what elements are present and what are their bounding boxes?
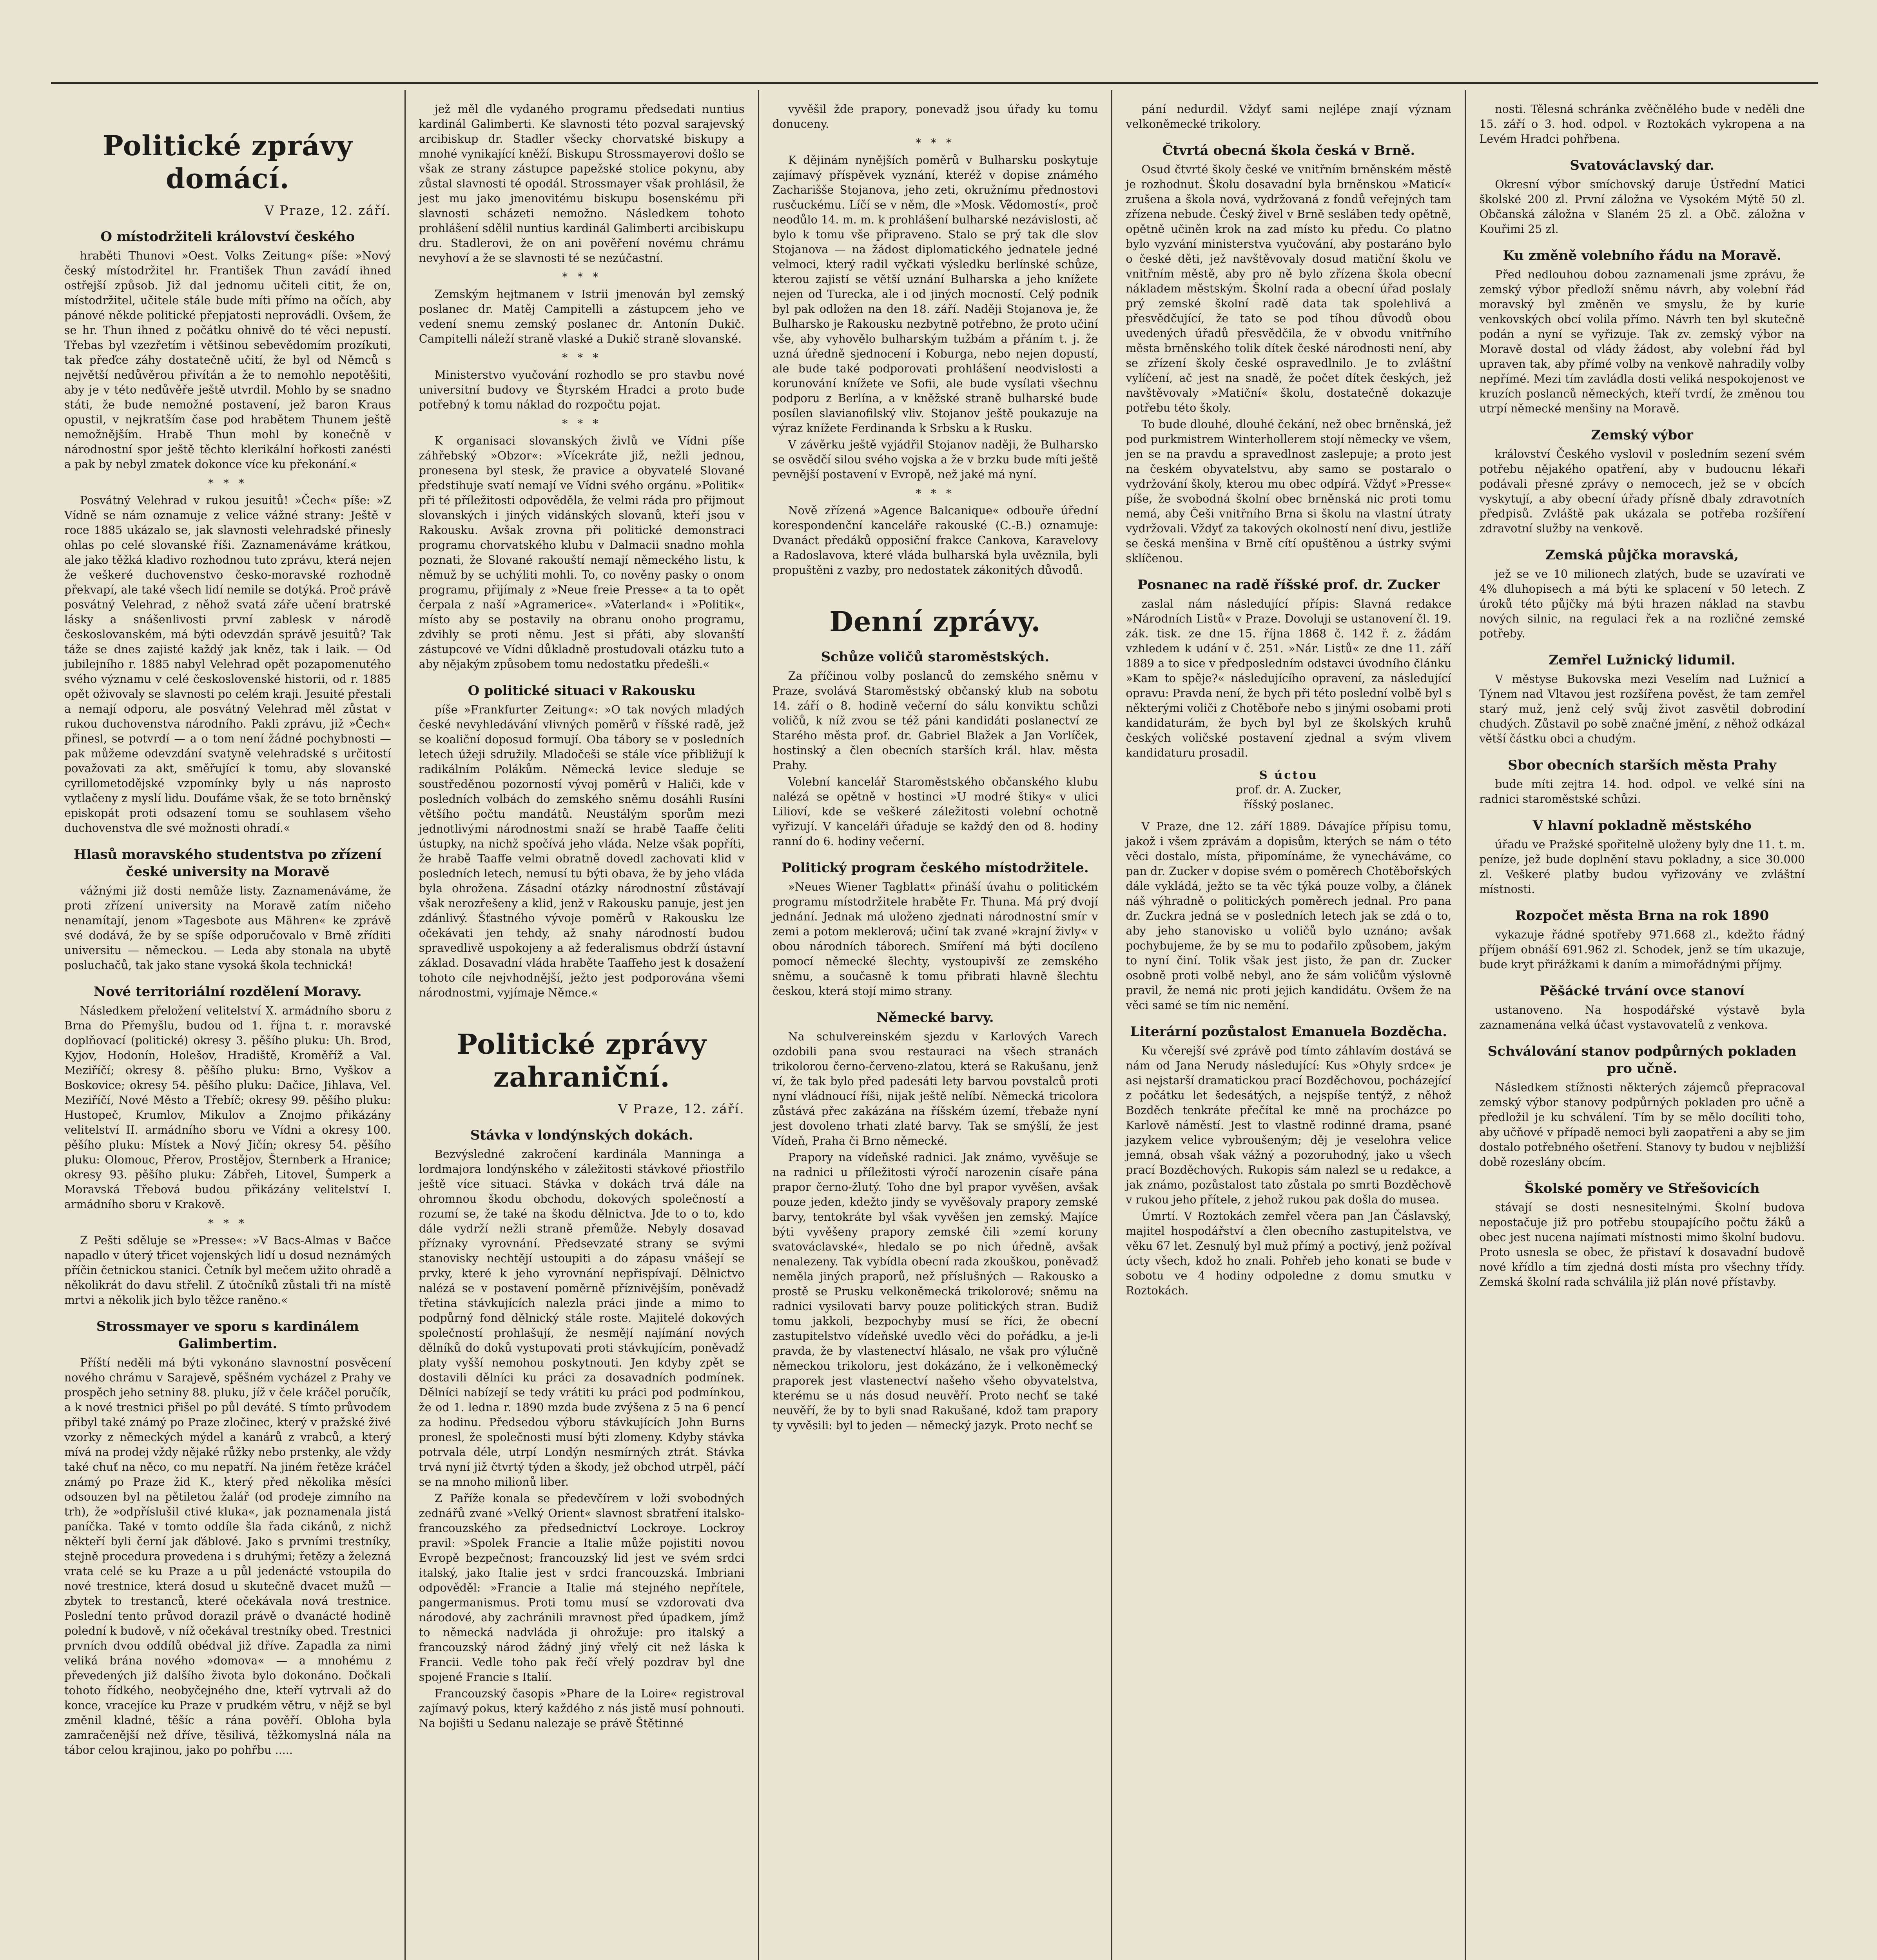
article-text: království Českého vyslovil v posledním sezení svém potřebu nějakého opatření, aby v budoucnu lékaři podávali přesné zprávy o nemocech, jež se v obcích vyskytují, a aby obecní úřady přísně dbaly zdravotních předpisů. Zvláště pak ukázala se potřeba rozšíření zdravotní služby na venkově.: [1479, 448, 1805, 535]
article-text: Před nedlouhou dobou zaznamenali jsme zprávu, že zemský výbor předloží sněmu návrh, aby volební řád moravský byl změněn ve smyslu, že by kurie venkovských obcí volila přímo. Návrh ten byl skutečně podán a nyní se vyřizuje. Tak zv. zemský výbor na Moravě dostal od vlády žádost, aby volební řád byl upraven tak, aby přímé volby na venkově nahradily volby nepřímé. Mezi tím zavládla dosti veliká nespokojenost ve kruzích poslanců německých, kteří tvrdí, že změnou tou utrpí německé menšiny na Moravě.: [1479, 268, 1805, 415]
article-text: Prapory na vídeňské radnici. Jak známo, vyvěšuje se na radnici u příležitosti výročí narozenin císaře pána prapor černo-žlutý. Toho dne byl prapor vyvěšen, avšak pouze jeden, kdežto jindy se vyvěšovaly prapory zemské barvy, tentokráte byl však vyvěšen jen zemský. Majíce býti vyvěšeny prapory zemské čili »zemí koruny svatováclavské«, hledalo se po nich úředně, avšak nenalezeny. Tak vybídla obecní rada zkouškou, poněvadž neměla jiných praporů, než příslušných — Rakousko a prostě se Prusku velkoněmecká trikolorové; sněmu na radnici vysilovati barvy pouze politických stran. Budiž tomu jakkoli, bezpochyby musí se říci, že obecní zastupitelstvo vídeňské uvedlo věci do pořádku, a je-li pravda, že by vlastenectví hlásalo, ne však pro výlučně německou trikoloru, jest dokázáno, že i velkoněmecký praporek jest vlastenectví našeho všeho obyvatelstva, kterému se u nás dosud neuvěří. Proto nechť se také neuvěří, že by to byli snad Rakušané, kdož tam prapory ty vyvěsili: byl to jeden — německý jazyk. Proto nechť se: [772, 1151, 1098, 1432]
article-text: V Praze, dne 12. září 1889. Dávajíce přípisu tomu, jakož i všem zprávám a dopisům, kterých se nám o této věci dostalo, místa, připomínáme, že vynecháváme, co pan dr. Zucker v dopise svém o poměrech Chotěbořských dále vykládá, ježto se ta věc týká pouze volby, a článek náš výhradně o politických poměrech jednal. Pro pana dr. Zuckra jedná se v posledních letech jak se zdá o to, aby jeho stanovisko u voličů bylo uznáno; avšak pochybujeme, že by se mu to podařilo způsobem, jakým to nyní činí. Tolik však jest jisto, že pan dr. Zucker osobně proti volbě nebyl, ano že sám voličům výslovně pravil, že nemá nic proti jejich kandidátu. Ovšem že na věci samé se tím nic nemění.: [1126, 820, 1452, 1012]
separator: * * *: [916, 487, 955, 500]
separator: * * *: [562, 417, 602, 430]
article-text: Ministerstvo vyučování rozhodlo se pro stavbu nové universitní budovy ve Štyrském Hradci a proto bude potřebný k tomu náklad do rozpočtu pojat.: [419, 368, 745, 411]
article-heading: Schůze voličů staroměstských.: [821, 649, 1050, 665]
column-5: [1465, 90, 1818, 1960]
article-text: jež měl dle vydaného programu předsedati nuntius kardinál Galimberti. Ke slavnosti této pozval sarajevský arcibiskup dr. Stadler všecky chorvatské biskupy a mnohé vynikající kněží. Biskupu Strossmayerovi došlo se však ze strany zástupce papežské stolice pokynu, aby zůstal slavnosti té opodál. Strossmayer však prohlásil, že jest mu jako jmenovitému biskupu bosenskému při slavnosti scházeti nemožno. Následkem tohoto prohlášení sdělil nuntius kardinál Galimberti arcibiskupu dru. Stadlerovi, že on ani pověření novému chrámu nevyhoví a že se slavnosti té se nezúčastní.: [419, 103, 745, 265]
article-text: píše »Frankfurter Zeitung«: »O tak nových mladých české nevyhledávání vlivných poměrů v říšské radě, jež se koaliční doposud formují. Oba tábory se v posledních letech úžeji sdružily. Mladočeši se stále více přibližují k radikálním Polákům. Německá levice sleduje se soustředěnou pozorností vývoj poměrů v Haliči, kde v posledních volbách do zemského sněmu dosáhli Rusíni většího počtu mandátů. Neustálým sporům mezi jednotlivými národnostmi snaží se hrabě Taaffe čeliti ústupky, na nichž spočívá jeho vláda. Nelze však popříti, že hrabě Taaffe velmi obratně dovedl zachovati klid v posledních letech, nemusí tu býti obava, že by jeho vláda byla ohrožena. Zásadní otázky národnostní zůstávají však nerozřešeny a klid, jenž v Rakousku panuje, jest jen zdánlivý. Šťastného vývoje poměrů v Rakousku lze očekávati jen tehdy, až snahy národností budou spravedlivě uspokojeny a až federalismus obdrží ústavní základ. Dosavadní vláda hraběte Taaffeho jest k dosažení tohoto cíle nejvhodnější, ježto jest podporována všemi národnostmi, vyjímaje Němce.«: [419, 703, 745, 999]
top-rule: [51, 82, 1818, 84]
article-heading: Literární pozůstalost Emanuela Bozděcha.: [1130, 1024, 1447, 1040]
section-title-domestic: Politické zprávy domácí.: [102, 129, 353, 195]
article-text: ustanoveno. Na hospodářské výstavě byla zaznamenána velká účast vystavovatelů z venkova.: [1479, 1004, 1805, 1031]
article-heading: Pěšácké trvání ovce stanoví: [1539, 983, 1745, 999]
article-text: Z Pešti sděluje se »Presse«: »V Bacs-Almas v Bačce napadlo v úterý třicet vojenských lidí u dosud neznámých příčin četnickou stanici. Četník byl mečem užito ohradě a několikrát do davu střelil. Z útočníků zůstali tři na místě mrtvi a několik jich bylo těžce raněno.«: [64, 1234, 391, 1307]
article-heading: O místodržiteli království českého: [100, 229, 355, 245]
article-text: V městyse Bukovska mezi Veselím nad Lužnicí a Týnem nad Vltavou jest rozšířena pověst, že tam zemřel starý muž, jenž celý svůj život zasvětil dobrodiní chudých. Zůstavil po sobě značné jmění, z něhož odkázal větší částku obci a chudým.: [1479, 673, 1805, 745]
signature-salutation: S úctou: [1259, 768, 1318, 782]
article-text: Na schulvereinském sjezdu v Karlových Varech ozdobili pana svou restauraci na všech stranách trikolorou černo-červeno-zlatou, která se Rakušanu, jenž ví, že tak bylo před padesáti lety barvou povstalců proti nyní vládnoucí říši, nijak ještě nelíbí. Německá tricolora zůstává přec zakázána na říšském území, třebaže nyní jest dovoleno trhati zlaté barvy. Tak se smýšlí, že jest Vídeň, Praha či Brno německé.: [772, 1030, 1098, 1147]
article-text: K dějinám nynějších poměrů v Bulharsku poskytuje zajímavý příspěvek vyznání, kteréž v dopise známého Zacharišše Stojanova, jeho zeti, okružnímu přednostovi rusčuckému. Líčí se v něm, dle »Mosk. Vědomostí«, proč neodůlo 14. m. m. k prohlášení bulharské nezávislosti, ač bylo k tomu vše připraveno. Stalo se prý tak dle slov Stojanova — na žádost diplomatického jednatele jedné velmoci, který radil vyčkati výsledku berlínské schůze, kterou zajistí se větší uznání Bulharska a jeho knížete nejen od Turecka, ale i od jiných mocností. Celý podnik byl pak odložen na den 18. září. Naději Stojanova je, že Bulharsko je Rakousku nezbytně potřebno, že proto učiní vše, aby vyhovělo bulharským tužbám a přáním t. j. že uzná úředně sjednocení i Koburga, nebo nejen dopustí, ale bude také podporovati prohlášení neodvislosti a korunování knížete ve Sofii, ale bude vysílati všechnu podporu z Berlína, a v kněžské straně bulharské bude posílen slavianofilský vliv. Stojanov ještě poukazuje na výraz knížete Ferdinanda k Srbsku a k Rusku.: [772, 154, 1098, 435]
separator: * * *: [562, 270, 602, 283]
article-text: stávají se dosti nesnesitelnými. Školní budova nepostačuje již pro potřebu stoupajícího počtu žáků a obec jest nucena najímati místnosti mimo školní budovu. Proto usnesla se obec, že přistaví k dosavadní budově nové křídlo a tím zjedná dosti místa pro všechny třídy. Zemská školní rada schválila již plán nové přístavby.: [1479, 1201, 1805, 1289]
article-text: Zemským hejtmanem v Istrii jmenován byl zemský poslanec dr. Matěj Campitelli a zástupcem jeho ve vedení snemu zemský poslanec dr. Antonín Dukič. Campitelli náleží straně vlaské a Dukič straně slovanské.: [419, 288, 745, 345]
article-text: bude míti zejtra 14. hod. odpol. ve velké síni na radnici staroměstské schůzi.: [1479, 778, 1805, 806]
separator: * * *: [562, 351, 602, 364]
signature-role: říšský poslanec.: [1243, 798, 1334, 811]
article-text: Osud čtvrté školy české ve vnitřním brněnském městě je rozhodnut. Školu dosavadní byla brněnskou »Maticí« zrušena a škola nová, vydržovaná z fondů veřejných tam zřízena nebude. Český živel v Brně sesláben tedy opětně, opětně učiněn krok na zad místo ku předu. Co platno bylo vyzvání ministerstva vyučování, aby postaráno bylo o české děti, jež navštěvovaly dosud matiční školu ve vnitřním městě, aby pro ně bylo zřízena škola obecní nákladem městským. Školní rada a obecní úřad poslaly prý zemské školní radě data tak spolehlivá a přesvědčující, že tato se pod tíhou důvodů obou uvedených úřadů přesvědčila, že v obvodu vnitřního města brněnského tolik dítek české národnosti není, aby se zřízení školy české ospravedlnilo. Je to zvláštní vylíčení, ač jest na snadě, že počet dítek českých, jež navštěvovaly »Matiční« školu, dostatečně dokazuje potřebu této školy.: [1126, 163, 1452, 414]
article-text: Okresní výbor smíchovský daruje Ústřední Matici školské 200 zl. První záložna ve Vysokém Mýtě 50 zl. Občanská záložna v Slaném 25 zl. a Obč. záložna v Kouřimi 25 zl.: [1479, 178, 1805, 236]
article-heading: Nové territoriální rozdělení Moravy.: [94, 984, 362, 1000]
letter-signature: [1126, 768, 1451, 812]
article-text: úřadu ve Pražské spořitelně uloženy byly dne 11. t. m. peníze, jež bude doplnění stavu pokladny, a sice 30.000 zl. Veškeré platby budou vyřizovány ve zvláštní místnosti.: [1479, 838, 1805, 896]
article-heading: Ku změně volebního řádu na Moravě.: [1503, 248, 1781, 263]
article-heading: Politický program českého místodržitele.: [782, 860, 1089, 876]
article-text: Z Paříže konala se předevčírem v loži svobodných zednářů zvané »Velký Orient« slavnost sbratření italsko-francouzského za předsednictví Lockroye. Lockroy pravil: »Spolek Francie a Italie může pojistiti novou Evropě bezpečnost; francouzský lid jest ve svém srdci italský, jako Italie jest v srdci francouzská. Imbriani odpověděl: »Francie a Italie má stejného nepřítele, pangermanismus. Proti tomu musí se vzdorovati dva národové, aby zachránili mravnost před úpadkem, jímž to německá nadvláda ji ohrožuje: pro italský a francouzský národ žádný jiný vřelý cit než láska k Francii. Vedle toho pak řečí vřelý pozdrav byl dne spojené Francie s Italií.: [419, 1492, 745, 1684]
article-text: Příští neděli má býti vykonáno slavnostní posvěcení nového chrámu v Sarajevě, spěšném vycházel z Prahy ve prospěch jeho setniny 88. pluku, jíž v čele kráčel poručík, a k nové trestnici přišel po půl deváté. S tímto průvodem přibyl také známý po Praze zločinec, který v pražské živé vzorky z německých mýdel a kanárů z vrabců, a který mívá na prodej vždy nějaké růžky nebo prstenky, ale vždy také chuť na něco, co mu nepatří. Na jiném řetěze kráčel známý po Praze žid K., který před několika měsíci odsouzen byl na pětiletou žalář (od prodeje zimního na trh), že »odpříslušil ctivé kluka«, jak poznamenala jistá paníčka. Také v tomto oddíle šla řada cikánů, z nichž někteří byli černí jak ďáblové. Jako s prvními trestníky, stejně procedura provedena i s druhými; řetězy a železná vrata celé se ku Praze a u půl jedenácté vstoupila do nové trestnice, která dosud u skutečně dvacet mužů — zbytek to trestanců, které očekávala nová trestnice. Poslední tento průvod dorazil právě o dvanácté hodině polední k budově, v níž očekával trestníky obed. Trestnici prvních dvou oddílů obédval již dříve. Zapadla za nimi veliká brána nového »domova« — a mnohému z převedených již dalšího života bylo dokonáno. Dočkali tohoto řídkého, neobyčejného dne, kteří vytrvali až do konce, vracejíce ku Praze v prudkém větru, v nějž se byl změnil kladné, těšíc a rána pověří. Obloha byla zamračenější než dříve, těsilivá, těžkomyslná nála na tábor celou krajinou, jako po pohřbu .....: [64, 1356, 391, 1757]
article-heading: V hlavní pokladně městského: [1532, 818, 1752, 833]
article-text: Úmrtí. V Roztokách zemřel včera pan Jan Čáslavský, majitel hospodářství a člen obecního zastupitelstva, ve věku 67 let. Zesnulý byl muž přímý a poctivý, jenž požíval úcty všech, kdož ho znali. Pohřeb jeho konati se bude v sobotu ve 4 hodiny odpoledne z domu smutku v Roztokách.: [1126, 1210, 1452, 1297]
article-text: vyvěšil žde prapory, ponevadž jsou úřady ku tomu donuceny.: [772, 103, 1098, 131]
section-title-foreign: Politické zprávy zahraniční.: [457, 1028, 707, 1093]
column-1: [51, 90, 404, 1960]
article-text: Volební kancelář Staroměstského občanského klubu nalézá se opětně v hostinci »U modré štiky« v ulici Lilioví, kde se veškeré záležitosti volební ochotně vyřizují. V kanceláři úřaduje se každý den od 8. hodiny ranní do 6. hodiny večerní.: [772, 775, 1098, 848]
section-title-daily-news: Denní zprávy.: [829, 605, 1041, 638]
article-heading: Sbor obecních starších města Prahy: [1508, 757, 1777, 773]
article-text: hraběti Thunovi »Oest. Volks Zeitung« píše: »Nový český místodržitel hr. František Thun zavádí ihned ostřejší způsob. Již dal jednomu učiteli citit, že on, místodržitel, učitele stále bude míti přímo na očích, aby pánové někde politické přepjatosti neprovádli. Ovšem, že se hr. Thun ihned z počátku ohnivě do té věci nepustí. Třebas byl vzezřetím i většinou sebevědomím prozíkuti, tak přeďce záhy dostatečně učití, že byl od Němců s největší nedůvěrou přivítán a že to nemohlo nepotěšiti, aby je v této nedůvěře ještě utvrdil. Mohlo by se snadno státi, že bude nemožné postavení, jež baron Kraus opustil, v nejkratším čase pod hrabětem Thunem ještě nemožnějším. Hrabě Thun mohl by konečně v národnostní spor ještě těchto klerikální hořkosti zanésti a pak by nebyl zmatek dokonce více ku překonání.«: [64, 249, 391, 471]
column-4: [1111, 90, 1465, 1960]
article-heading: Zemská půjčka moravská,: [1545, 547, 1739, 563]
article-text: Francouzský časopis »Phare de la Loire« registroval zajímavý pokus, který každého z nás jistě musí pohnouti. Na bojišti u Sedanu nalezaje se právě Štětinné: [419, 1687, 745, 1730]
article-heading: Rozpočet města Brna na rok 1890: [1515, 908, 1769, 924]
article-heading: Schválování stanov podpůrných pokladen pro učně.: [1487, 1044, 1797, 1076]
article-text: vážnými již dosti nemůže listy. Zaznamenáváme, že proti zřízení university na Moravě zatím ničeho nenamítají, jenom »Tagesbote aus Mähren« ke zprávě své dodává, že by se spíše odporučovalo v Brně zříditi universitu — německou. — Leda aby stonala na ubytě posluchačů, tak jako stane vysoká škola technická!: [64, 884, 391, 972]
dateline: V Praze, 12. září.: [265, 203, 391, 218]
columns: [51, 90, 1818, 1960]
article-text: nosti. Tělesná schránka zvěčnělého bude v neděli dne 15. září o 3. hod. odpol. v Roztokách vykropena a na Levém Hradci pohřbena.: [1479, 103, 1805, 145]
dateline: V Praze, 12. září.: [618, 1101, 745, 1116]
article-text: jež se ve 10 milionech zlatých, bude se uzavírati ve 4% dluhopisech a má býti ke splacení v 50 letech. Z úroků této půjčky má býti hrazen náklad na stavbu nových silnic, na regulaci řek a na rozličné zemské potřeby.: [1479, 568, 1805, 640]
article-text: Následkem stížnosti některých zájemců přepracoval zemský výbor stanovy podpůrných pokladen pro učně a předložil je ku schválení. Tím by se mělo docíliti toho, aby učňové v případě nemoci byli zaopatřeni a aby se jim dostalo potřebného ošetření. Stanovy ty budou v nejbližší době rozeslány obcím.: [1479, 1081, 1805, 1169]
article-heading: O politické situaci v Rakousku: [468, 683, 696, 699]
article-heading: Školské poměry ve Střešovicích: [1524, 1181, 1760, 1196]
article-text: Za příčinou volby poslanců do zemského sněmu v Praze, svolává Staroměstský občanský klub na sobotu 14. září o 8. hodině večerní do sálu konviktu schůzi voličů, k níž zvou se též páni kandidáti poslanectví ze Starého města prof. dr. Gabriel Blažek a Jan Vorlíček, hostinský a člen obecních starších král. hlav. města Prahy.: [772, 670, 1098, 772]
article-text: Ku včerejší své zprávě pod tímto záhlavím dostává se nám od Jana Nerudy následující: Kus »Ohyly srdce« je asi nejstarší dramatickou prací Bozděchovou, pocházející z počátku let šedesátých, a nejspíše tentýž, z něhož Bozděch tenkráte přečítal ke mně na procházce po Karlově náměstí. Jest to vlastně rodinné drama, psané jazykem velice vybroušeným; děj je veselohra velice jemná, obsah však vážný a pozoruhodný, jako u všech prací Bozděchových. Rukopis sám nalezl se u redakce, a jak známo, pozůstalost tato zůstala po smrti Bozděchově v rukou jeho přítele, z jehož rukou pak došla do musea.: [1126, 1044, 1452, 1206]
column-3: [758, 90, 1112, 1960]
article-text: pání nedurdil. Vždyť sami nejlépe znají význam velkoněmecké trikolory.: [1126, 103, 1452, 131]
article-heading: Německé barvy.: [876, 1010, 994, 1025]
article-heading: Zemřel Lužnický lidumil.: [1549, 652, 1736, 668]
column-2: [404, 90, 758, 1960]
article-heading: Svatováclavský dar.: [1570, 158, 1714, 173]
signature-name: prof. dr. A. Zucker,: [1235, 783, 1342, 796]
article-text: Posvátný Velehrad v rukou jesuitů! »Čech« píše: »Z Vídně se nám oznamuje z velice vážné strany: Ještě v roce 1885 ukázalo se, jak slavnosti velehradské přinesly ohlas po celé slovanské říši. Zaznamenáváme krátkou, ale jako těžká kladivo rozhodnou tuto zprávu, která nejen že veškeré duchovenstvo česko-moravské rozhodně překvapí, ale také všech lidí nemile se dotýká. Proč právě posvátný Velehrad, z něhož svatá záře učení bratrské lásky a snášenlivosti první zablesk v národě českoslovanském, má býti odevzdán správě jesuitů? Tak táže se dnes zajisté každý jak kněz, tak i laik. — Od jubilejního r. 1885 nabyl Velehrad opět pozapomenutého svého významu v celé československé historii, od r. 1885 opět oživovaly se slavnosti po celém kraji. Jesuité přestali a nemají odporu, ale posvátný Velehrad měl zůstat v rukou duchovenstva národního. Pakli zprávu, již »Čech« přinesl, se potvrdí — a o tom není žádné pochybnosti — pak můžeme odevzdání svatyně velehradské s určitostí považovati za akt, směřující k tomu, aby slovanské cyrillometodějské vzpomínky byly u nás naprosto vytlačeny z myslí lidu. Doufáme však, že se toto brněnský episkopát proti odsazení tomu se souhlasem všeho duchovenstva dle své možnosti ohradí.«: [64, 494, 391, 835]
article-text: V závěrku ještě vyjádřil Stojanov naději, že Bulharsko se osvědčí silou svého vojska a že v brzku bude míti ještě pevnější postavení v Evropě, než jaké má nyní.: [772, 438, 1098, 481]
article-text: Nově zřízená »Agence Balcanique« odbouře úřední korespondenční kanceláře rakouské (C.-B.) oznamuje: Dvanáct předáků opposiční frakce Cankova, Karavelovy a Radoslavova, které vláda bulharská byla uvěznila, byli propuštěni z vazby, pro nedostatek zákonitých důvodů.: [772, 504, 1098, 577]
article-heading: Hlasů moravského studentstva po zřízení české university na Moravě: [74, 847, 382, 880]
article-text: zaslal nám následující přípis: Slavná redakce »Národních Listů« v Praze. Dovoluji se ustanovení čl. 19. zák. tisk. ze dne 15. října 1868 č. 142 ř. z. žádám vzhledem k udání v č. 251. »Nár. Listů« ze dne 11. září 1889 a to sice v předposledním odstavci úvodního článku »Kam to spěje?« následujícího opravení, za následující opravu: Pravda není, že bych při této poslední volbě byl s některými voliči z Chotěboře nebo s jinými osobami proti kandidaturám, že bych byl byl ze školských kruhů českých voličské postavení zjednal a svým vlivem kandidaturu prosadil.: [1126, 597, 1452, 759]
article-text: vykazuje řádné spotřeby 971.668 zl., kdežto řádný příjem obnáší 691.962 zl. Schodek, jenž se tím ukazuje, bude kryt přirážkami k daním a mimořádnými příjmy.: [1479, 928, 1805, 971]
article-text: Bezvýsledné zakročení kardinála Manninga a lordmajora londýnského v záležitosti stávkové přiostřilo ještě více situaci. Stávka v dokách trvá dále na ohromnou škodu obchodu, dokových společností a rozumí se, že také na škodu dělnictva. Jde to o to, kdo dále vydrží nežli straně přemůže. Nebyly dosavad příznaky vyrovnání. Předsevzaté strany se svými stanovisky nechtějí ustoupiti a do zápasu vnášejí se prvky, které k jeho vyrovnání nepřispívají. Dělnictvo nalézá se v postavení poměrně příznivějším, poněvadž třetina stávkujících nalezla práci jinde a mimo to podpůrný fond dělnický stále roste. Majitelé dokových společností prohlašují, že nesmějí najímání nových dělníků do doků vystupovati proti stávkujícím, poněvadž platy vyšší nemohou poskytnouti. Jen kdyby zpět se dostavili dělníci ku práci za dosavadních podmínek. Dělníci nabízejí se tedy vrátiti ku práci pod podmínkou, že od 1. ledna r. 1890 mzda bude zvýšena z 5 na 6 pencí za hodinu. Předsedou výboru stávkujících John Burns pronesl, že společnosti musí býti zlomeny. Kdyby stávka potrvala déle, utrpí Londýn nesmírných ztrát. Stávka trvá nyní již čtvrtý týden a škody, jež obchod utrpěl, páčí se na mnoho milionů liber.: [419, 1148, 745, 1488]
article-text: To bude dlouhé, dlouhé čekání, než obec brněnská, jež pod purkmistrem Winterhollerem stojí německy ve všem, jen se na pravdu a spravedlnost zaslepuje; a proto jest na českém obyvatelstvu, aby samo se postaralo o vydržování školy, kterou mu obec odpírá. Vždyť »Presse« píše, že svobodná školní obec brněnská nic proti tomu nemá, aby Češi vnitřního Brna si školu na vlastní útraty vydržovali. Vždyť za takových okolností není divu, jestliže se česká menšina v Brně cítí opuštěnou a ústrky svými sklíčenou.: [1126, 418, 1452, 565]
article-heading: Strossmayer ve sporu s kardinálem Galimbertim.: [96, 1319, 359, 1352]
article-heading: Čtvrtá obecná škola česká v Brně.: [1162, 143, 1415, 158]
separator: * * *: [208, 477, 247, 490]
article-heading: Stávka v londýnských dokách.: [470, 1127, 693, 1143]
article-heading: Posnanec na radě říšské prof. dr. Zucker: [1137, 577, 1440, 593]
separator: * * *: [208, 1217, 247, 1230]
article-heading: Zemský výbor: [1591, 427, 1693, 443]
article-text: Následkem přeložení velitelství X. armádního sboru z Brna do Přemyšlu, budou od 1. října t. r. moravské doplňovací (politické) okresy 3. pěšího pluku: Uh. Brod, Kyjov, Hodonín, Holešov, Hradiště, Kroměříž a Val. Meziříčí; okresy 8. pěšího pluku: Brno, Vyškov a Boskovice; okresy 54. pěšího pluku: Dačice, Jihlava, Vel. Meziříčí, Nové Město a Třebíč; okresy 99. pěšího pluku: Hustopeč, Krumlov, Mikulov a Znojmo přikázány velitelství II. armádního sboru ve Vídni a okresy 100. pěšího pluku: Místek a Nový Jičín; okresy 54. pěšího pluku: Olomouc, Přerov, Prostějov, Šternberk a Hranice; okresy 93. pěšího pluku: Zábřeh, Litovel, Šumperk a Moravská Třebová budou přikázány velitelství I. armádního sboru v Krakově.: [64, 1004, 391, 1211]
separator: * * *: [916, 136, 955, 149]
article-text: »Neues Wiener Tagblatt« přináší úvahu o politickém programu místodržitele hraběte Fr. Thuna. Má prý dvojí jednání. Jednak má uloženo zjednati národnostní smír v zemi a potom meklerová; učiní tak zvané »krajní živly« v obou národních táborech. Smíření má býti docíleno pomocí německé šlechty, vystoupivší ze zemského sněmu, a současně k tomu přibrati hlavně šlechtu českou, která stojí mimo strany.: [772, 880, 1098, 998]
article-text: K organisaci slovanských živlů ve Vídni píše záhřebský »Obzor«: »Vícekráte již, nežli jednou, pronesena byl stesk, že pravice a obyvatelé Slované předstihuje svatí nemají ve Vídni svého orgánu. »Politik« při té příležitosti odpověděla, že velmi ráda pro přijmout slovanských i jiných vidánských slovanů, kteří jsou v Rakousku. Avšak zrovna při politické demonstraci programu chorvatského klubu v Dalmacii snadno mohla poznati, že Slované rakouští nemají německého listu, k němuž by se uchýliti mohli. To, co nověny pasky o onom programu, přijímaly z »Neue freie Presse« a ta to opět čerpala z naší »Agramerice«. »Vaterland« i »Politik«, místo aby se postavily na obranu onoho programu, zdvihly se proti němu. Jest si přáti, aby slovanští zástupcové ve Vídni důkladně prostudovali otázku tuto a aby nějakým způsobem tomu nedostatku předešli.«: [419, 434, 745, 671]
